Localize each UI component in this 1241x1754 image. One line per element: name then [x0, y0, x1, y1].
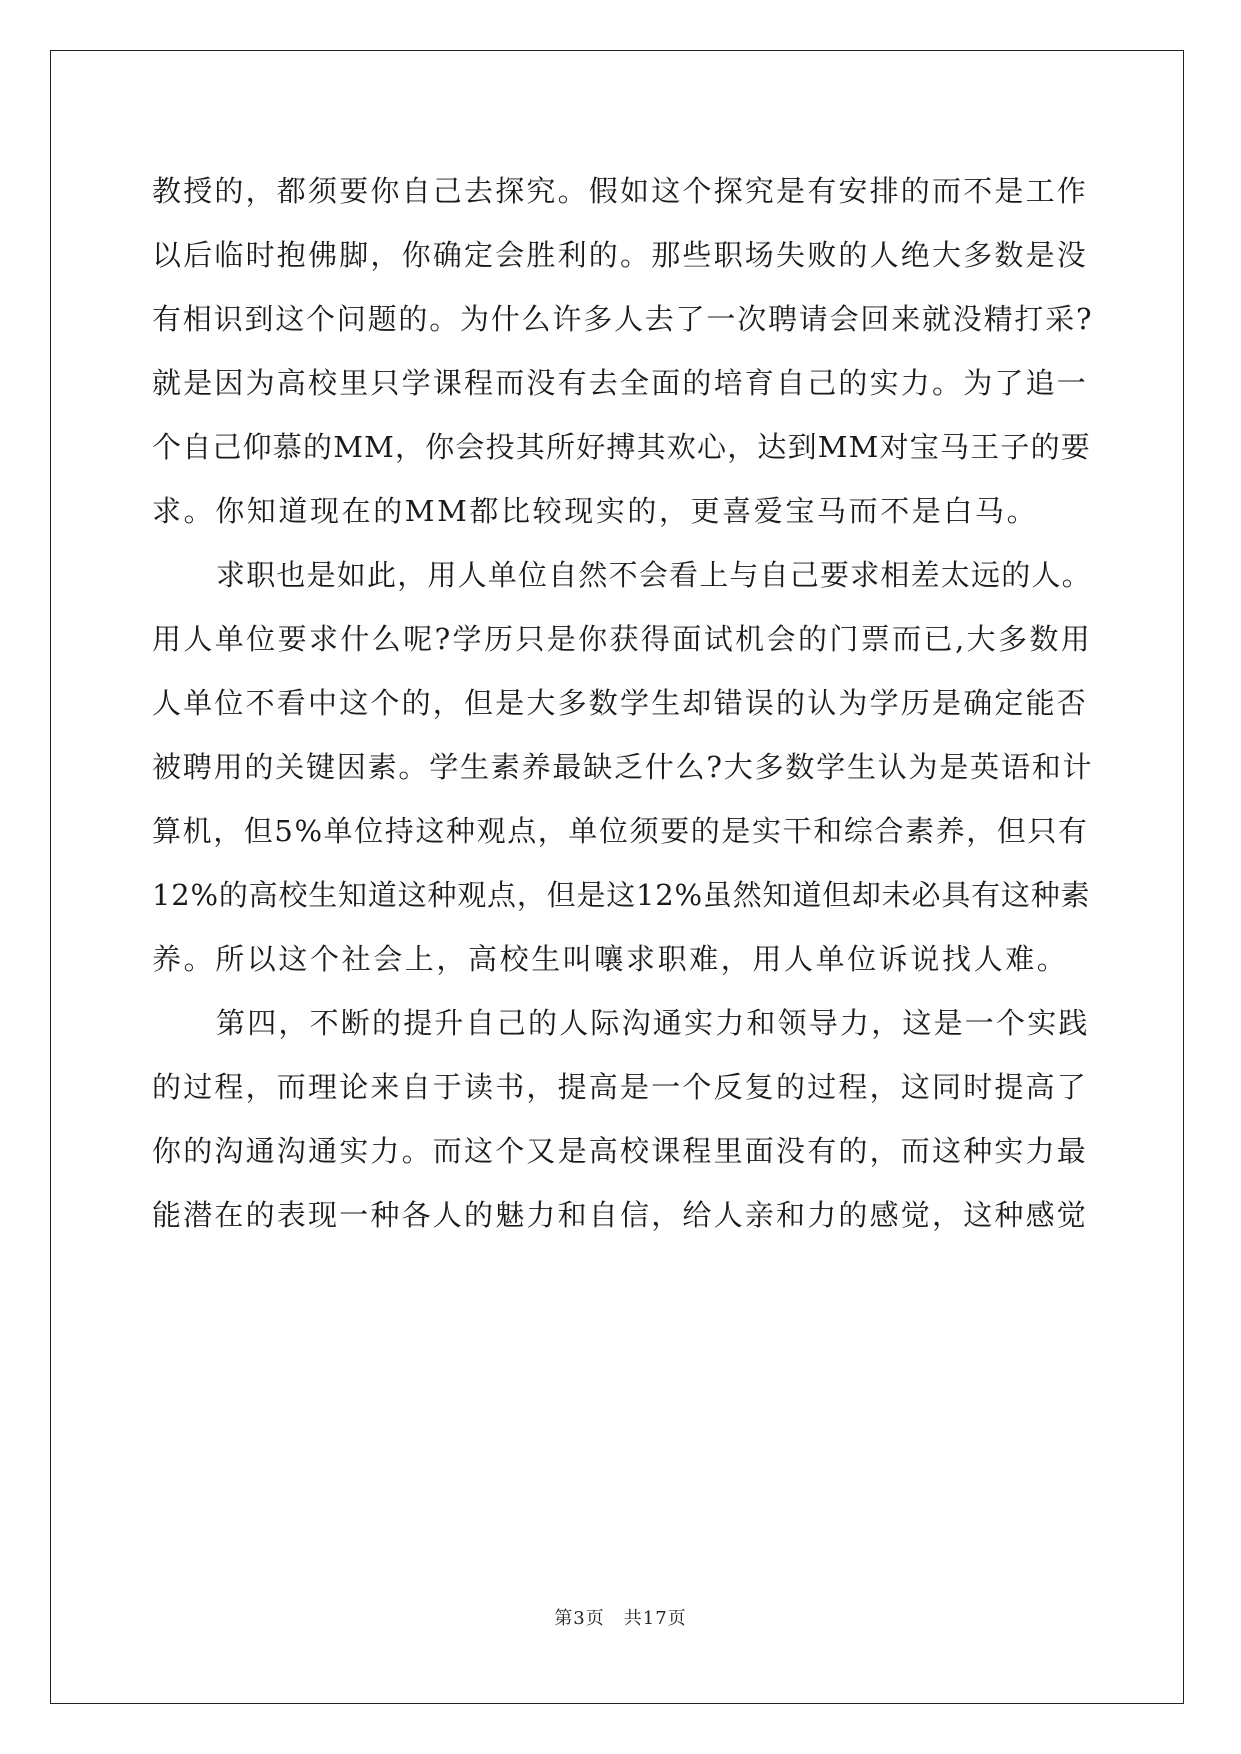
text-line: 算机，但5%单位持这种观点，单位须要的是实干和综合素养，但只有 [152, 814, 1089, 848]
page-number: 第3页 共17页 [554, 1608, 687, 1629]
text-line: 就是因为高校里只学课程而没有去全面的培育自己的实力。为了追一 [152, 366, 1089, 400]
document-body [152, 159, 1092, 1247]
text-line: 个自己仰慕的MM，你会投其所好搏其欢心，达到MM对宝马王子的要 [152, 430, 1091, 464]
text-line: 的过程，而理论来自于读书，提高是一个反复的过程，这同时提高了 [152, 1070, 1089, 1104]
text-line: 能潜在的表现一种各人的魅力和自信，给人亲和力的感觉，这种感觉 [152, 1198, 1089, 1232]
text-line: 人单位不看中这个的，但是大多数学生却错误的认为学历是确定能否 [152, 686, 1089, 720]
text-line: 教授的，都须要你自己去探究。假如这个探究是有安排的而不是工作 [152, 174, 1089, 208]
text-line: 求。你知道现在的MM都比较现实的，更喜爱宝马而不是白马。 [152, 494, 1039, 528]
text-line: 用人单位要求什么呢?学历只是你获得面试机会的门票而已,大多数用 [152, 622, 1093, 656]
text-line: 你的沟通沟通实力。而这个又是高校课程里面没有的，而这种实力最 [152, 1134, 1089, 1168]
paragraph-start-line: 第四，不断的提升自己的人际沟通实力和领导力，这是一个实践 [216, 1006, 1090, 1040]
text-line: 有相识到这个问题的。为什么许多人去了一次聘请会回来就没精打采? [152, 302, 1094, 336]
text-line: 以后临时抱佛脚，你确定会胜利的。那些职场失败的人绝大多数是没 [152, 238, 1089, 272]
text-line: 养。所以这个社会上，高校生叫嚷求职难，用人单位诉说找人难。 [152, 942, 1069, 976]
paragraph-start-line: 求职也是如此，用人单位自然不会看上与自己要求相差太远的人。 [216, 558, 1092, 592]
text-line: 被聘用的关键因素。学生素养最缺乏什么?大多数学生认为是英语和计 [152, 750, 1094, 784]
text-line: 12%的高校生知道这种观点，但是这12%虽然知道但却未必具有这种素 [152, 878, 1091, 912]
